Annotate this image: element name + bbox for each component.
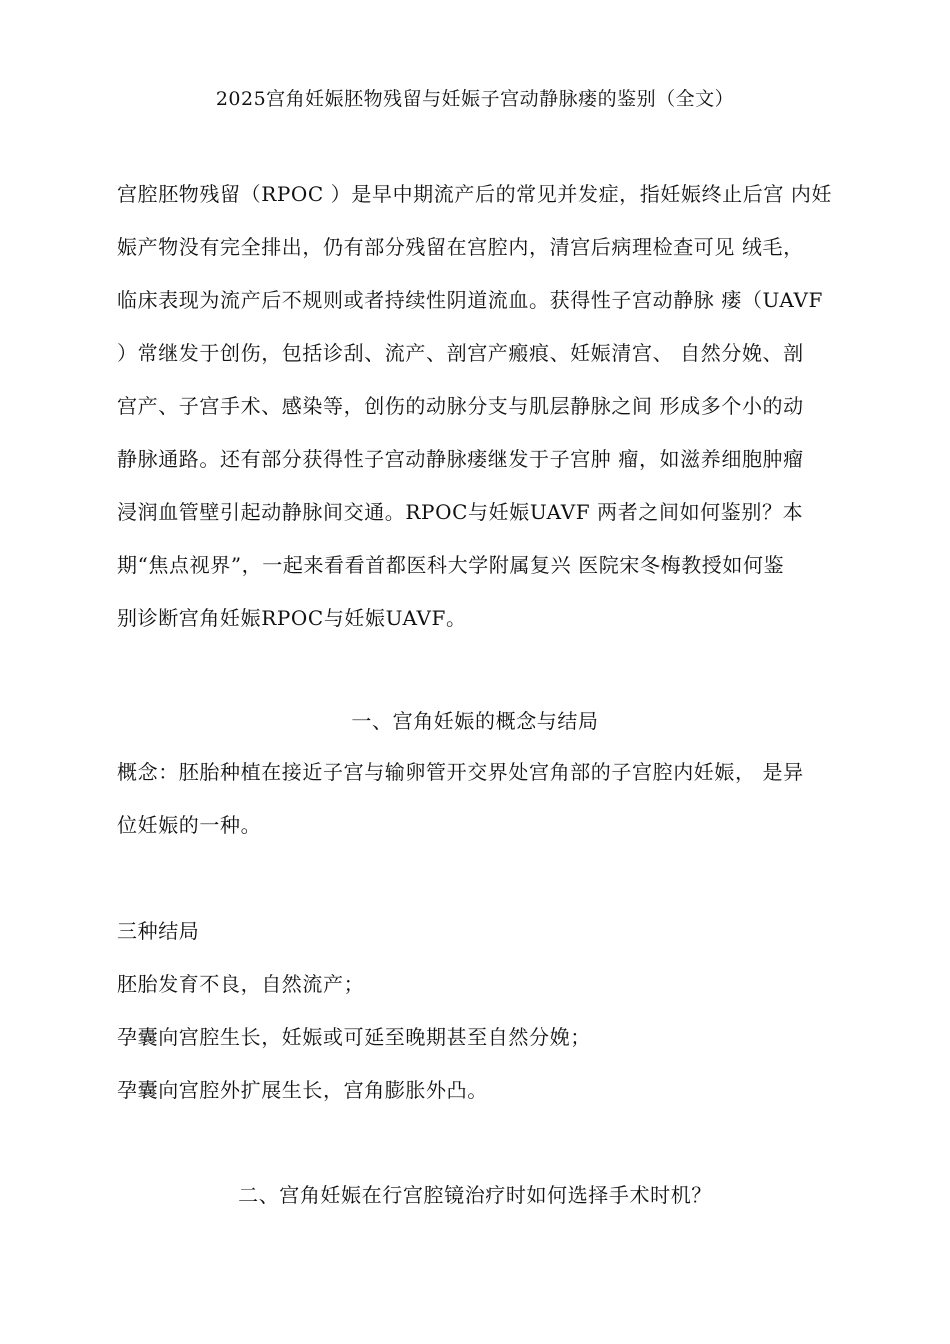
intro-line: 别诊断宫角妊娠RPOC与妊娠UAVF。 xyxy=(117,606,467,630)
intro-line: ）常继发于创伤，包括诊刮、流产、剖宫产瘢痕、妊娠清宫、 自然分娩、剖 xyxy=(117,341,804,365)
section-1-heading: 一、宫角妊娠的概念与结局 xyxy=(351,709,599,733)
intro-line: 娠产物没有完全排出，仍有部分残留在宫腔内，清宫后病理检查可见 绒毛， xyxy=(117,235,804,259)
intro-line: 宫产、子宫手术、感染等，创伤的动脉分支与肌层静脉之间 形成多个小的动 xyxy=(117,394,804,418)
concept-line: 概念：胚胎种植在接近子宫与输卵管开交界处宫角部的子宫腔内妊娠， 是异 xyxy=(117,760,804,784)
concept-line: 位妊娠的一种。 xyxy=(117,813,262,837)
outcome-item: 胚胎发育不良，自然流产； xyxy=(117,972,365,996)
intro-paragraph xyxy=(117,168,857,645)
concept-paragraph xyxy=(117,746,857,852)
document-title: 2025宫角妊娠胚物残留与妊娠子宫动静脉瘘的鉴别（全文） xyxy=(215,88,735,110)
outcome-item: 孕囊向宫腔外扩展生长，宫角膨胀外凸。 xyxy=(117,1078,488,1102)
intro-line: 静脉通路。还有部分获得性子宫动静脉瘘继发于子宫肿 瘤，如滋养细胞肿瘤 xyxy=(117,447,804,471)
outcome-item: 孕囊向宫腔生长，妊娠或可延至晚期甚至自然分娩； xyxy=(117,1025,591,1049)
intro-line: 临床表现为流产后不规则或者持续性阴道流血。获得性子宫动静脉 瘘（UAVF xyxy=(117,288,823,312)
intro-line: 期“焦点视界”，一起来看看首都医科大学附属复兴 医院宋冬梅教授如何鉴 xyxy=(117,553,785,577)
intro-line: 浸润血管壁引起动静脉间交通。RPOC与妊娠UAVF 两者之间如何鉴别？本 xyxy=(117,500,804,524)
section-2-heading: 二、宫角妊娠在行宫腔镜治疗时如何选择手术时机？ xyxy=(238,1183,712,1207)
intro-line: 宫腔胚物残留（RPOC ）是早中期流产后的常见并发症，指妊娠终止后宫 内妊 xyxy=(117,182,833,206)
outcomes-title: 三种结局 xyxy=(117,919,200,943)
